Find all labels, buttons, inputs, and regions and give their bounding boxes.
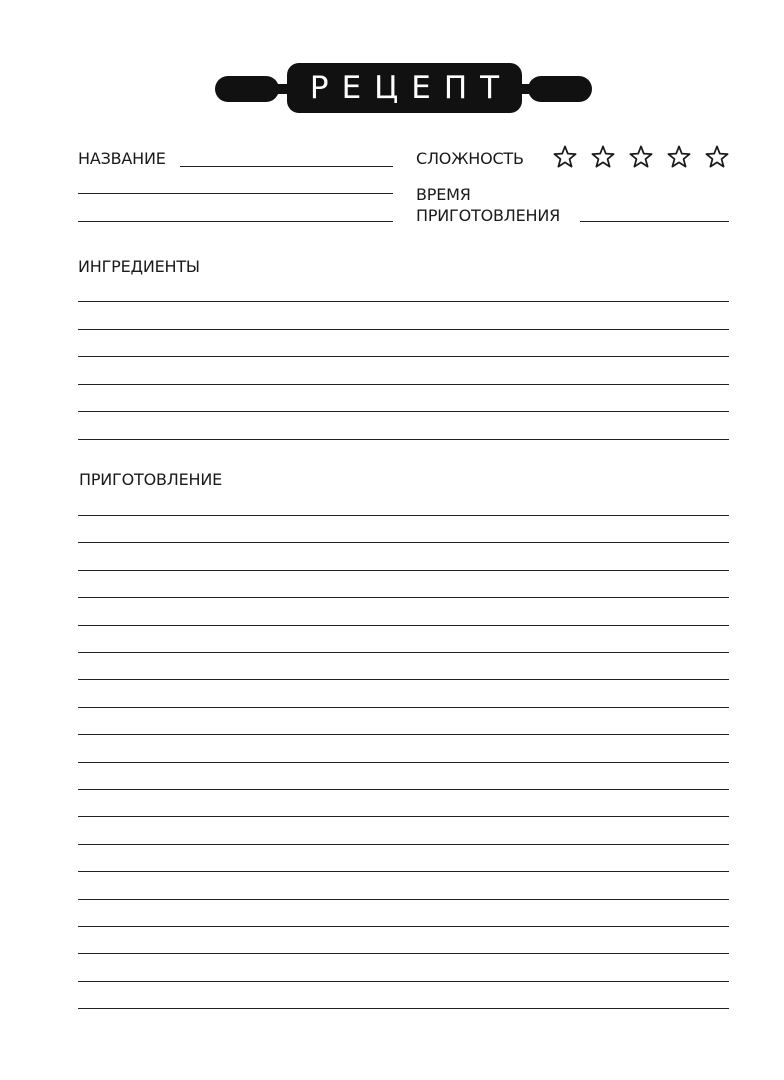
preparation-line[interactable]: [78, 953, 729, 954]
preparation-line[interactable]: [78, 844, 729, 845]
preparation-line[interactable]: [78, 926, 729, 927]
ingredient-line[interactable]: [78, 301, 729, 302]
preparation-line[interactable]: [78, 515, 729, 516]
time-label-line-2: ПРИГОТОВЛЕНИЯ: [416, 206, 561, 225]
preparation-line[interactable]: [78, 570, 729, 571]
rolling-pin-left-handle: [215, 76, 279, 102]
preparation-line[interactable]: [78, 679, 729, 680]
preparation-line[interactable]: [78, 1008, 729, 1009]
star-outline-icon[interactable]: [704, 144, 730, 170]
preparation-line[interactable]: [78, 734, 729, 735]
rolling-pin-right-handle: [528, 76, 592, 102]
ingredient-line[interactable]: [78, 384, 729, 385]
rolling-pin-body: [287, 63, 522, 113]
time-line[interactable]: [580, 221, 729, 222]
preparation-line[interactable]: [78, 789, 729, 790]
ingredient-line[interactable]: [78, 356, 729, 357]
ingredient-line[interactable]: [78, 411, 729, 412]
name-line-3[interactable]: [78, 221, 393, 222]
preparation-line[interactable]: [78, 871, 729, 872]
ingredients-heading: ИНГРЕДИЕНТЫ: [78, 257, 200, 276]
time-label-line-1: ВРЕМЯ: [416, 185, 471, 204]
preparation-line[interactable]: [78, 816, 729, 817]
ingredient-line[interactable]: [78, 439, 729, 440]
preparation-line[interactable]: [78, 625, 729, 626]
name-line-1[interactable]: [180, 166, 393, 167]
preparation-line[interactable]: [78, 542, 729, 543]
preparation-line[interactable]: [78, 597, 729, 598]
preparation-line[interactable]: [78, 899, 729, 900]
name-label: НАЗВАНИЕ: [78, 149, 166, 168]
star-outline-icon[interactable]: [666, 144, 692, 170]
preparation-heading: ПРИГОТОВЛЕНИЕ: [79, 470, 222, 489]
difficulty-label: СЛОЖНОСТЬ: [416, 149, 524, 168]
star-outline-icon[interactable]: [628, 144, 654, 170]
star-outline-icon[interactable]: [552, 144, 578, 170]
star-outline-icon[interactable]: [590, 144, 616, 170]
preparation-line[interactable]: [78, 762, 729, 763]
name-line-2[interactable]: [78, 193, 393, 194]
ingredient-line[interactable]: [78, 329, 729, 330]
page-title: РЕЦЕПТ: [309, 70, 513, 106]
preparation-line[interactable]: [78, 981, 729, 982]
preparation-line[interactable]: [78, 707, 729, 708]
preparation-line[interactable]: [78, 652, 729, 653]
